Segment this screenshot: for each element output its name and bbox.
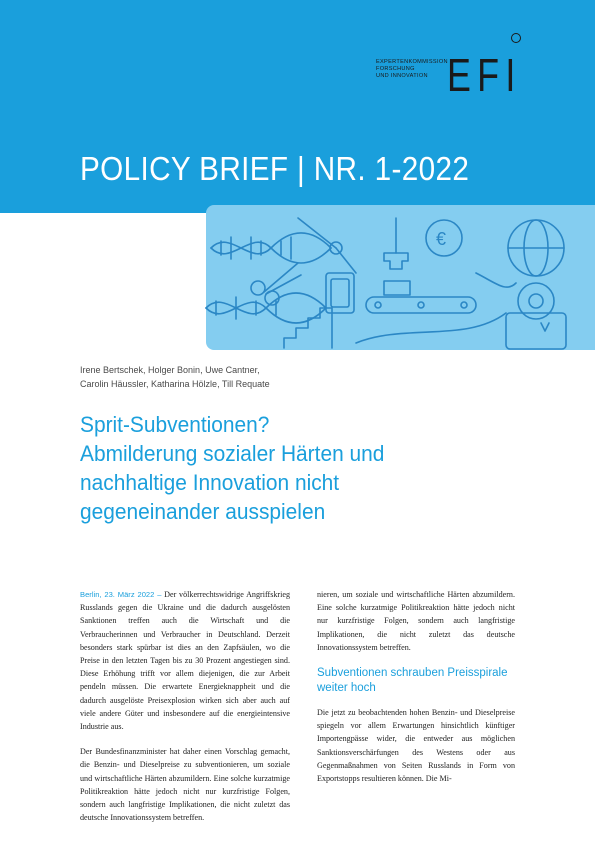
paragraph-continued: nieren, um soziale und wirtschaftliche Härten abzumildern. Eine solche kurzatmige Politikreaktion hätte jedoch nicht nur kurzfristige Folgen, sondern auch langfristige Implikationen, die nicht zuletzt das deutsche Innovationssystem betreffen. bbox=[317, 590, 515, 652]
authors bbox=[80, 363, 270, 391]
body-column-right bbox=[317, 588, 515, 797]
logo-letters: EFI bbox=[447, 49, 522, 101]
policy-brief-title: POLICY BRIEF | NR. 1-2022 bbox=[80, 150, 470, 187]
robot-arm-icon bbox=[298, 218, 356, 313]
dateline: Berlin, 23. März 2022 – bbox=[80, 590, 162, 599]
section-subheading: Subventionen schrauben Preisspirale weiter hoch bbox=[317, 667, 508, 695]
body-column-left bbox=[80, 588, 290, 823]
paragraph bbox=[80, 588, 290, 733]
headline-line: gegeneinander ausspielen bbox=[80, 499, 326, 524]
authors-line: Irene Bertschek, Holger Bonin, Uwe Cantner, bbox=[80, 365, 260, 375]
industry-illustration bbox=[206, 213, 595, 350]
logo-org-line: EXPERTENKOMMISSION bbox=[376, 59, 448, 65]
paragraph: Der Bundesfinanzminister hat daher einen Vorschlag gemacht, die Benzin- und Dieselpreise zu subventionieren, um soziale und wirtschaftliche Härten abzumildern. Eine solche kurzatmige Politikreaktion hätte jedoch nicht nur kurzfristige Folgen, sondern auch langfristige Implikationen, die nicht zuletzt das deutsche Innovationssystem betreffen. bbox=[80, 747, 290, 823]
illustration-panel bbox=[206, 213, 595, 350]
headline-line: nachhaltige Innovation nicht bbox=[80, 470, 340, 495]
logo-org-line: FORSCHUNG bbox=[376, 66, 415, 72]
logo-org-name bbox=[376, 59, 448, 80]
paragraph-text: Der völkerrechtswidrige Angriffskrieg Russlands gegen die Ukraine und die dadurch ausgelösten Sanktionen treffen auch die Wirtschaft und die Verbraucherinnen und Verbraucher in Deutschland. Derzeit besonders stark spürbar ist dies an den Zapfsäulen, wo die Preise in den letzten Tagen bis zu 30 Prozent angestiegen sind. Diese Erhöhung trifft vor allem diejenigen, die zur Arbeit pendeln müssen. Die erwartete Energieknappheit und die dadurch ausgelöste Preisexplosion wirken sich aber auch auf viele andere Güter und insbesondere auf die energieintensive Industrie aus. bbox=[80, 590, 290, 732]
conveyor-belt-icon bbox=[366, 297, 476, 313]
paragraph: Die jetzt zu beobachtenden hohen Benzin- und Dieselpreise spiegeln vor allem Erwartungen hinsichtlich künftiger Importengpässe wider, die entweder aus möglichen Sanktionsverschärfungen des Westens oder aus Gegenmaßnahmen von Seiten Russlands in Form von Exportstopps resultieren können. Die Mi- bbox=[317, 708, 515, 784]
headline bbox=[80, 410, 498, 526]
headline-line: Abmilderung sozialer Härten und bbox=[80, 441, 385, 466]
logo-org-line: UND INNOVATION bbox=[376, 73, 428, 79]
euro-coin-icon bbox=[426, 220, 462, 256]
dna-helix-icon bbox=[211, 233, 331, 263]
logo-dot-icon bbox=[511, 33, 521, 43]
svg-text:€: € bbox=[436, 229, 447, 249]
headline-line: Sprit-Subventionen? bbox=[80, 412, 270, 437]
globe-icon bbox=[508, 220, 564, 276]
gripper-icon bbox=[384, 218, 410, 295]
bar-chart-icon bbox=[284, 308, 332, 348]
authors-line: Carolin Häussler, Katharina Hölzle, Till Requate bbox=[80, 379, 270, 389]
